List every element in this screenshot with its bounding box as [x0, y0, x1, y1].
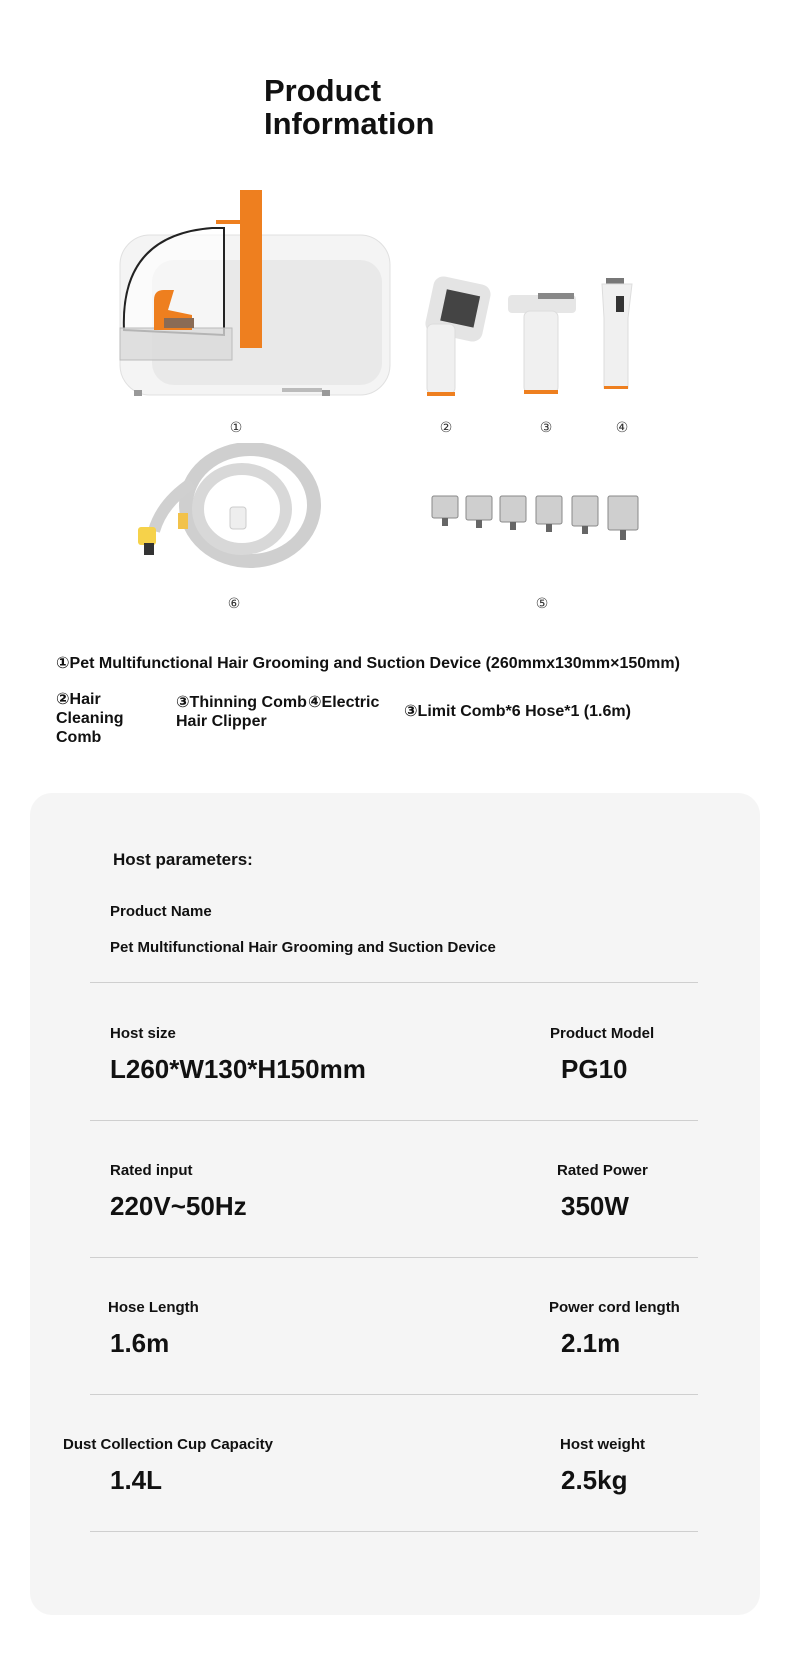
figure-number-2: ② [439, 419, 453, 435]
host-weight-label: Host weight [560, 1436, 645, 1453]
rated-input-label: Rated input [110, 1162, 193, 1179]
limit-combs-image [430, 492, 645, 552]
product-model-label: Product Model [550, 1025, 655, 1042]
rated-power-label: Rated Power [557, 1162, 648, 1179]
figure-number-3: ③ [539, 419, 553, 435]
host-weight-value: 2.5kg [561, 1465, 628, 1495]
thinning-comb-image [508, 285, 578, 400]
electric-hair-clipper-image [598, 278, 638, 400]
thinning-comb-description: ③Thinning Comb [176, 694, 307, 711]
rated-input-value: 220V~50Hz [110, 1191, 247, 1221]
page-title [264, 74, 435, 140]
divider [90, 1531, 698, 1532]
hose-length-label: Hose Length [108, 1299, 199, 1316]
power-cord-length-value: 2.1m [561, 1328, 621, 1358]
figure-number-1: ① [229, 419, 243, 435]
product-name-label: Product Name [110, 903, 212, 920]
electric-clipper-description: ④Electric Hair Clipper [176, 694, 380, 730]
figure-number-5: ⑤ [535, 595, 549, 611]
divider [90, 1394, 698, 1395]
product-model-value: PG10 [561, 1054, 628, 1084]
limit-comb-hose-description: ③Limit Comb*6 Hose*1 (1.6m) [404, 703, 631, 720]
host-parameters-title: Host parameters: [113, 850, 253, 869]
main-device-description: ①Pet Multifunctional Hair Grooming and Suction Device (260mmx130mm×150mm) [56, 655, 680, 672]
page-title-line-1: Product [264, 73, 382, 108]
main-device-image [112, 190, 392, 410]
hair-cleaning-comb-image [415, 276, 495, 401]
host-size-value: L260*W130*H150mm [110, 1054, 366, 1084]
figure-number-4: ④ [615, 419, 629, 435]
rated-power-value: 350W [561, 1191, 629, 1221]
host-size-label: Host size [110, 1025, 176, 1042]
hair-cleaning-comb-description: ②Hair Cleaning Comb [56, 691, 124, 746]
power-cord-length-label: Power cord length [549, 1299, 680, 1316]
page-title-line-2: Information [264, 106, 435, 141]
dust-cup-capacity-value: 1.4L [110, 1465, 163, 1495]
divider [90, 1120, 698, 1121]
hose-length-value: 1.6m [110, 1328, 170, 1358]
hose-image [132, 443, 322, 583]
product-name-value: Pet Multifunctional Hair Grooming and Suction Device [110, 939, 496, 956]
divider [90, 1257, 698, 1258]
dust-cup-capacity-label: Dust Collection Cup Capacity [63, 1436, 274, 1453]
figure-number-6: ⑥ [227, 595, 241, 611]
divider [90, 982, 698, 983]
